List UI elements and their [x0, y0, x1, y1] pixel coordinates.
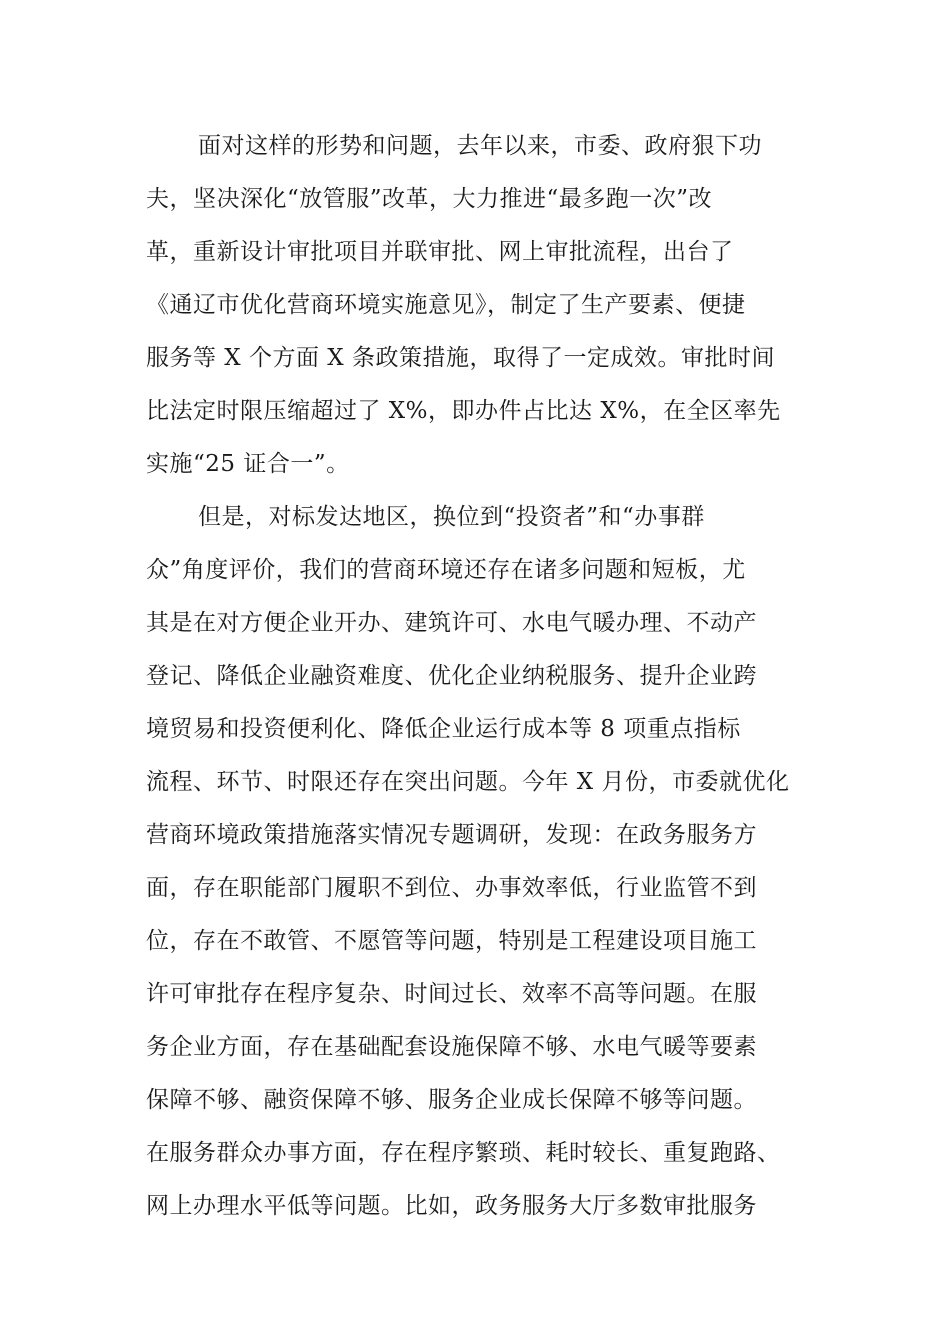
paragraph-line: 众”角度评价，我们的营商环境还存在诸多问题和短板，尤 — [146, 557, 746, 583]
paragraph-line: 境贸易和投资便利化、降低企业运行成本等 8 项重点指标 — [146, 716, 741, 742]
paragraph-line: 面对这样的形势和问题，去年以来，市委、政府狠下功 — [198, 133, 762, 159]
paragraph-line: 网上办理水平低等问题。比如，政务服务大厅多数审批服务 — [146, 1193, 757, 1219]
paragraph-line: 登记、降低企业融资难度、优化企业纳税服务、提升企业跨 — [146, 663, 757, 689]
paragraph-line: 实施“25 证合一”。 — [146, 451, 350, 477]
paragraph-line: 但是，对标发达地区，换位到“投资者”和“办事群 — [198, 504, 705, 530]
paragraph-line: 夫，坚决深化“放管服”改革，大力推进“最多跑一次”改 — [146, 186, 713, 212]
paragraph-line: 务企业方面，存在基础配套设施保障不够、水电气暖等要素 — [146, 1034, 757, 1060]
paragraph-line: 其是在对方便企业开办、建筑许可、水电气暖办理、不动产 — [146, 610, 757, 636]
paragraph-line: 流程、环节、时限还存在突出问题。今年 X 月份，市委就优化 — [146, 769, 790, 795]
paragraph-line: 保障不够、融资保障不够、服务企业成长保障不够等问题。 — [146, 1087, 757, 1113]
paragraph-line: 营商环境政策措施落实情况专题调研，发现：在政务服务方 — [146, 822, 757, 848]
paragraph-line: 在服务群众办事方面，存在程序繁琐、耗时较长、重复跑路、 — [146, 1140, 781, 1166]
paragraph-line: 比法定时限压缩超过了 X%，即办件占比达 X%，在全区率先 — [146, 398, 781, 424]
paragraph-line: 服务等 X 个方面 X 条政策措施，取得了一定成效。审批时间 — [146, 345, 775, 371]
paragraph-line: 位，存在不敢管、不愿管等问题，特别是工程建设项目施工 — [146, 928, 757, 954]
paragraph-line: 革，重新设计审批项目并联审批、网上审批流程，出台了 — [146, 239, 734, 265]
paragraph-line: 许可审批存在程序复杂、时间过长、效率不高等问题。在服 — [146, 981, 757, 1007]
paragraph-line: 《通辽市优化营商环境实施意见》，制定了生产要素、便捷 — [146, 292, 746, 318]
paragraph-line: 面，存在职能部门履职不到位、办事效率低，行业监管不到 — [146, 875, 757, 901]
